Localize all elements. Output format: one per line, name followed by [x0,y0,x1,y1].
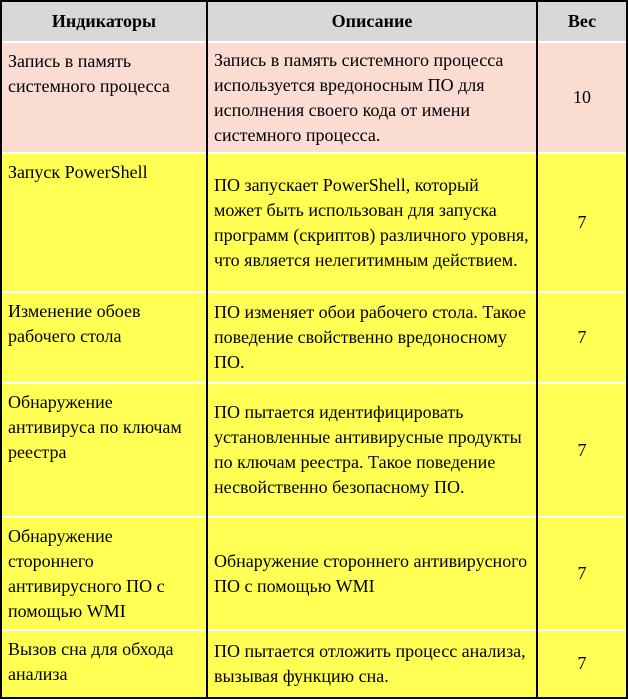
description-cell: ПО пытается идентифицировать установленные антивирусные продукты по ключам реестра. Такое поведение несвойственно безопасному ПО. [207,383,537,517]
description-cell: ПО запускает PowerShell, который может быть использован для запуска программ (скриптов) различного уровня, что является нелегитимным действием. [207,153,537,291]
table-body [2,42,626,697]
indicator-cell: Обнаружение антивируса по ключам реестра [2,383,207,517]
weight-cell: 7 [537,292,626,383]
description-cell: Запись в память системного процесса используется вредоносным ПО для исполнения своего кода от имени системного процесса. [207,42,537,153]
indicator-cell: Изменение обоев рабочего стола [2,292,207,383]
weight-cell: 10 [537,42,626,153]
table-row [2,42,626,153]
table-row [2,292,626,383]
weight-cell: 7 [537,630,626,697]
header-cell-indicators: Индикаторы [2,2,207,42]
description-cell: ПО изменяет обои рабочего стола. Такое поведение свойственно вредоносному ПО. [207,292,537,383]
table-header [2,2,626,42]
weight-cell: 7 [537,517,626,629]
weight-cell: 7 [537,153,626,291]
indicator-cell: Запись в память системного процесса [2,42,207,153]
weight-cell: 7 [537,383,626,517]
indicators-weights-table [2,2,626,697]
header-cell-description: Описание [207,2,537,42]
table-row [2,153,626,291]
indicator-cell: Запуск PowerShell [2,153,207,291]
indicator-cell: Вызов сна для обхода анализа [2,630,207,697]
table-row [2,517,626,629]
header-row [2,2,626,42]
description-cell: ПО пытается отложить процесс анализа, вызывая функцию сна. [207,630,537,697]
table-row [2,383,626,517]
header-cell-weight: Вес [537,2,626,42]
description-cell: Обнаружение стороннего антивирусного ПО с помощью WMI [207,517,537,629]
indicator-cell: Обнаружение стороннего антивирусного ПО с помощью WMI [2,517,207,629]
table-row [2,630,626,697]
